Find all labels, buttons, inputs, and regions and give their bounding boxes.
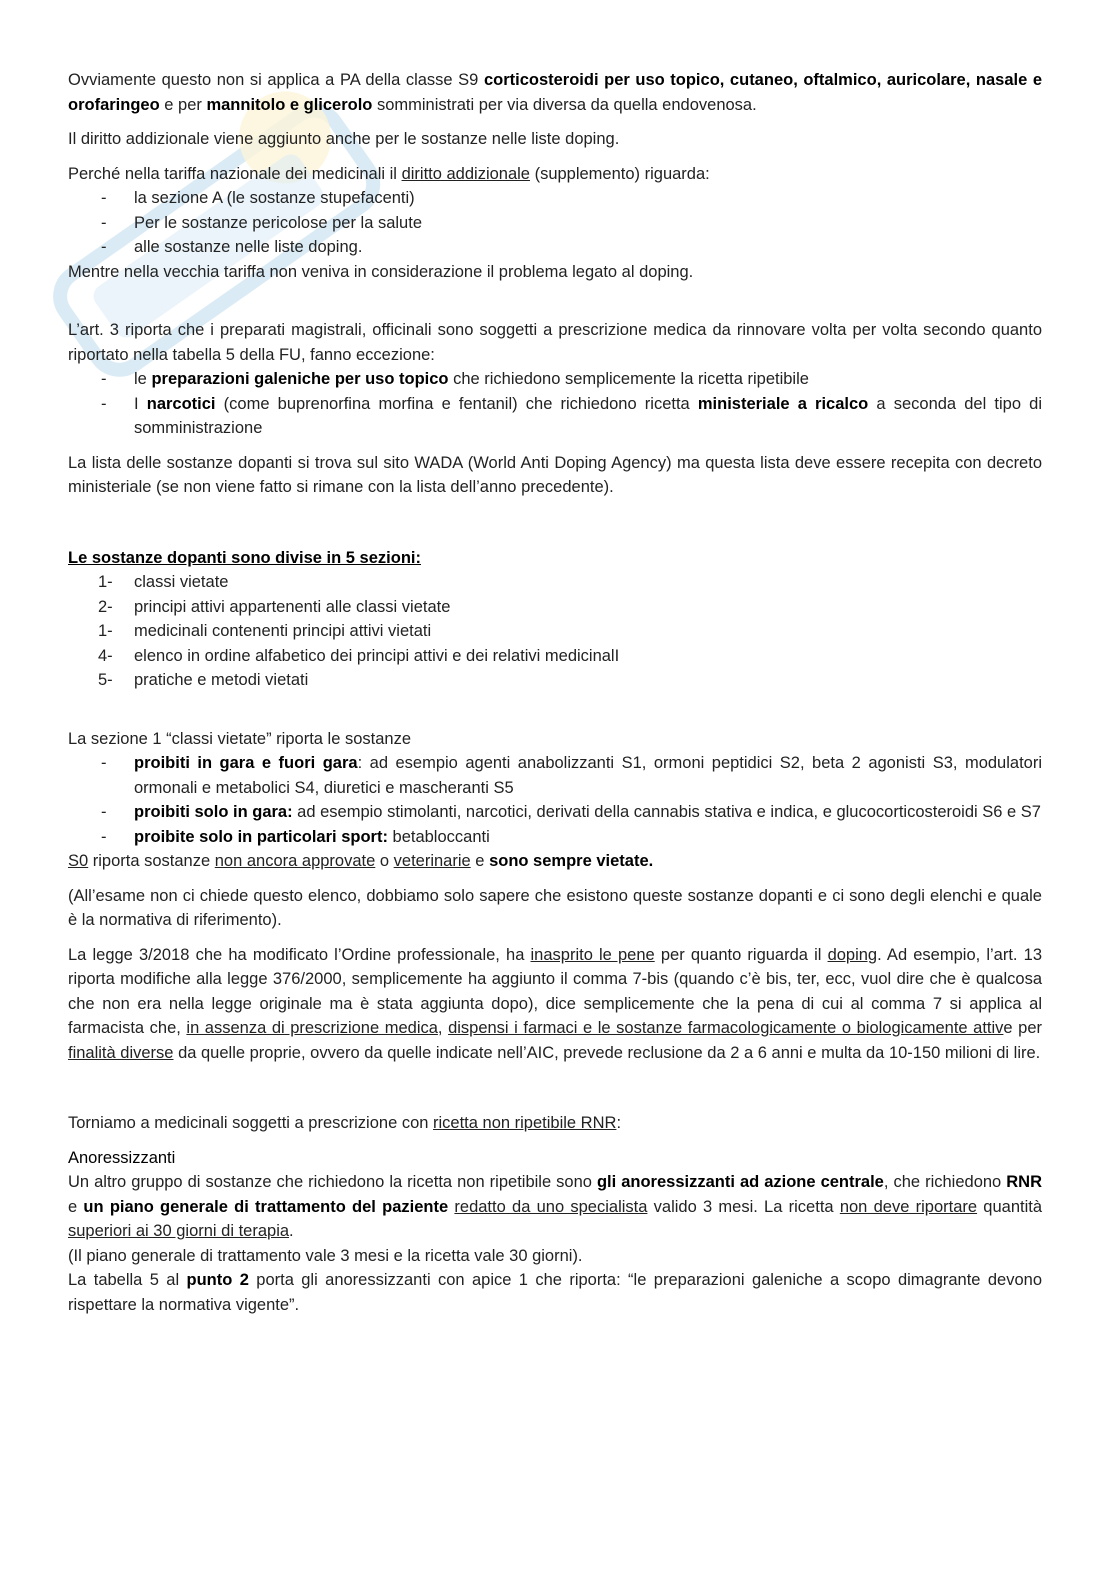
- list-item: - la sezione A (le sostanze stupefacenti): [68, 186, 1042, 211]
- bold-text: preparazioni galeniche per uso topico: [151, 370, 449, 388]
- list-item: [68, 668, 1042, 693]
- underlined-text: finalità diverse: [68, 1043, 174, 1062]
- list-item: [68, 825, 1042, 850]
- bold-text: proibiti in gara e fuori gara: [134, 754, 358, 772]
- tabella5-paragraph: [68, 1268, 1042, 1317]
- list-text: medicinali contenenti principi attivi vietati: [134, 622, 432, 640]
- underlined-text: veterinarie: [393, 852, 471, 870]
- text-run: da quelle proprie, ovvero da quelle indicate nell’AIC, prevede reclusione da 2 a 6 anni e multa da 10-150 milioni di lire.: [173, 1043, 1041, 1062]
- list-item: [68, 800, 1042, 825]
- text-run: le: [134, 370, 152, 388]
- text-run: e: [68, 1197, 84, 1216]
- text-run: , che richiedono: [883, 1173, 1007, 1191]
- s0-paragraph: [68, 849, 1042, 874]
- underlined-text: non deve riportare: [839, 1197, 978, 1216]
- bold-text: corticosteroidi per uso topico, cutaneo, oftalmico, auricolare, nasale e orofaringeo: [68, 71, 1043, 114]
- text-run: a seconda del tipo di somministrazione: [134, 394, 1042, 437]
- bold-text: mannitolo e glicerolo: [206, 95, 373, 114]
- piano-paragraph: (Il piano generale di trattamento vale 3 mesi e la ricetta vale 30 giorni).: [68, 1246, 583, 1265]
- diritto-addizionale-list: [68, 186, 1042, 260]
- text-run: (come buprenorfina morfina e fentanil) che richiedono ricetta: [215, 394, 698, 413]
- text-run: Perché nella tariffa nazionale dei medicinali il: [68, 164, 402, 183]
- sections-heading: Le sostanze dopanti sono divise in 5 sezioni:: [68, 548, 421, 567]
- text-run: o: [375, 852, 394, 870]
- text-run: : ad esempio agenti anabolizzanti S1, ormoni peptidici S2, beta 2 agonisti S3, modulatori ormonali e metabolici S4, diuretici e mascheranti S5: [134, 754, 1042, 797]
- text-run: Torniamo a medicinali soggetti a prescrizione con: [68, 1114, 434, 1132]
- legge-paragraph: [68, 943, 1042, 1066]
- intro-paragraph-1: [68, 68, 1042, 117]
- intro-paragraph-3: [68, 162, 1042, 187]
- underlined-text: S0: [68, 852, 89, 870]
- text-run: per quanto riguarda il: [654, 945, 828, 964]
- text-run: betabloccanti: [387, 827, 490, 846]
- bold-text: un piano generale di trattamento del paziente: [83, 1197, 449, 1216]
- art3-exceptions-list: [68, 367, 1042, 441]
- list-item: [68, 570, 1042, 595]
- text-run: ,: [437, 1019, 449, 1037]
- text-run: Ovviamente questo non si applica a PA della classe S9: [68, 71, 484, 89]
- rnr-intro-paragraph: [68, 1111, 1042, 1136]
- text-run: ad esempio stimolanti, narcotici, derivati della cannabis stativa e indica, e glucocorticosteroidi S6 e S7: [292, 803, 1041, 821]
- bold-text: proibite solo in particolari sport:: [134, 827, 388, 846]
- text-run: .: [289, 1222, 294, 1240]
- text-run: (supplemento) riguarda:: [529, 164, 710, 183]
- text-run: che richiedono semplicemente la ricetta ripetibile: [448, 370, 809, 388]
- anoressizzanti-paragraph: [68, 1170, 1042, 1244]
- bold-text: ministeriale a ricalco: [697, 394, 869, 413]
- list-text: elenco in ordine alfabetico dei principi attivi e dei relativi medicinalI: [134, 646, 620, 665]
- list-item: [68, 619, 1042, 644]
- list-number: 1-: [98, 573, 113, 591]
- underlined-text: diritto addizionale: [401, 164, 530, 183]
- text-run: e per: [1003, 1019, 1043, 1037]
- exam-note-paragraph: (All’esame non ci chiede questo elenco, dobbiamo solo sapere che esistono queste sostanze dopanti e ci sono degli elenchi e quale è la normativa di riferimento).: [68, 886, 1042, 929]
- text-run: I: [134, 394, 147, 413]
- list-text: principi attivi appartenenti alle classi vietate: [134, 597, 451, 616]
- list-item: [68, 595, 1042, 620]
- text-run: La legge 3/2018 che ha modificato l’Ordine professionale, ha: [68, 945, 531, 964]
- list-number: 5-: [98, 671, 113, 689]
- underlined-text: doping: [827, 945, 878, 964]
- text-run: e: [470, 852, 490, 870]
- underlined-text: ricetta non ripetibile RNR: [433, 1114, 617, 1132]
- bold-text: sono sempre vietate.: [489, 852, 654, 870]
- text-run: . Ad esempio, l’art. 13 riporta modifiche alla legge 376/2000, semplicemente ha aggiunto il comma 7-bis (quando c’è bis, ter, ecc, vuol dire che è qualcosa che non era nella legge originale ma è stata aggiunta dopo), dice semplicemente che la pena di cui al comma 7 si applica al farmacista che,: [68, 945, 1042, 1037]
- text-run: quantità: [977, 1197, 1043, 1216]
- bold-text: narcotici: [146, 394, 216, 413]
- text-run: :: [616, 1114, 622, 1132]
- text-run: riporta sostanze: [88, 852, 215, 870]
- intro-paragraph-2: Il diritto addizionale viene aggiunto anche per le sostanze nelle liste doping.: [68, 130, 620, 148]
- list-number: 1-: [98, 622, 113, 640]
- sections-list: [68, 570, 1042, 693]
- text-run: La tabella 5 al: [68, 1271, 187, 1289]
- underlined-text: inasprito le pene: [530, 945, 655, 964]
- bold-text: punto 2: [186, 1271, 249, 1289]
- anoressizzanti-heading: Anoressizzanti: [68, 1148, 176, 1167]
- bold-text: gli anoressizzanti ad azione centrale: [596, 1173, 884, 1191]
- sezione1-paragraph: La sezione 1 “classi vietate” riporta le sostanze: [68, 729, 412, 748]
- text-run: valido 3 mesi. La ricetta: [647, 1197, 840, 1216]
- bold-text: proibiti solo in gara:: [134, 803, 293, 821]
- list-number: 4-: [98, 646, 113, 665]
- text-run: somministrati per via diversa da quella endovenosa.: [372, 95, 757, 114]
- bold-text: RNR: [1006, 1173, 1043, 1191]
- document-page: [68, 68, 1042, 1317]
- list-text: pratiche e metodi vietati: [134, 671, 309, 689]
- list-number: 2-: [98, 597, 113, 616]
- underlined-text: dispensi i farmaci e le sostanze farmacologicamente o biologicamente attiv: [448, 1019, 1004, 1037]
- text-run: Un altro gruppo di sostanze che richiedono la ricetta non ripetibile sono: [68, 1173, 597, 1191]
- intro-paragraph-4: Mentre nella vecchia tariffa non veniva in considerazione il problema legato al doping.: [68, 262, 694, 281]
- underlined-text: superiori ai 30 giorni di terapia: [68, 1222, 290, 1240]
- list-item: [68, 644, 1042, 669]
- underlined-text: in assenza di prescrizione medica: [186, 1019, 438, 1037]
- underlined-text: non ancora approvate: [214, 852, 376, 870]
- text-run: e per: [159, 95, 207, 114]
- wada-paragraph: La lista delle sostanze dopanti si trova sul sito WADA (World Anti Doping Agency) ma questa lista deve essere recepita con decreto ministeriale (se non viene fatto si rimane con la lista dell’anno precedente).: [68, 453, 1042, 496]
- art3-paragraph: L’art. 3 riporta che i preparati magistrali, officinali sono soggetti a prescrizione medica da rinnovare volta per volta secondo quanto riportato nella tabella 5 della FU, fanno eccezione:: [68, 321, 1042, 364]
- sezione1-list: [68, 751, 1042, 849]
- text-run: porta gli anoressizzanti con apice 1 che riporta: “le preparazioni galeniche a scopo dimagrante devono rispettare la normativa vigente”.: [68, 1271, 1042, 1314]
- underlined-text: redatto da uno specialista: [454, 1197, 648, 1216]
- list-item: - Per le sostanze pericolose per la salute: [68, 211, 1042, 236]
- list-item: [68, 392, 1042, 441]
- list-item: [68, 751, 1042, 800]
- list-item: - alle sostanze nelle liste doping.: [68, 235, 1042, 260]
- list-item: [68, 367, 1042, 392]
- list-text: classi vietate: [134, 573, 229, 591]
